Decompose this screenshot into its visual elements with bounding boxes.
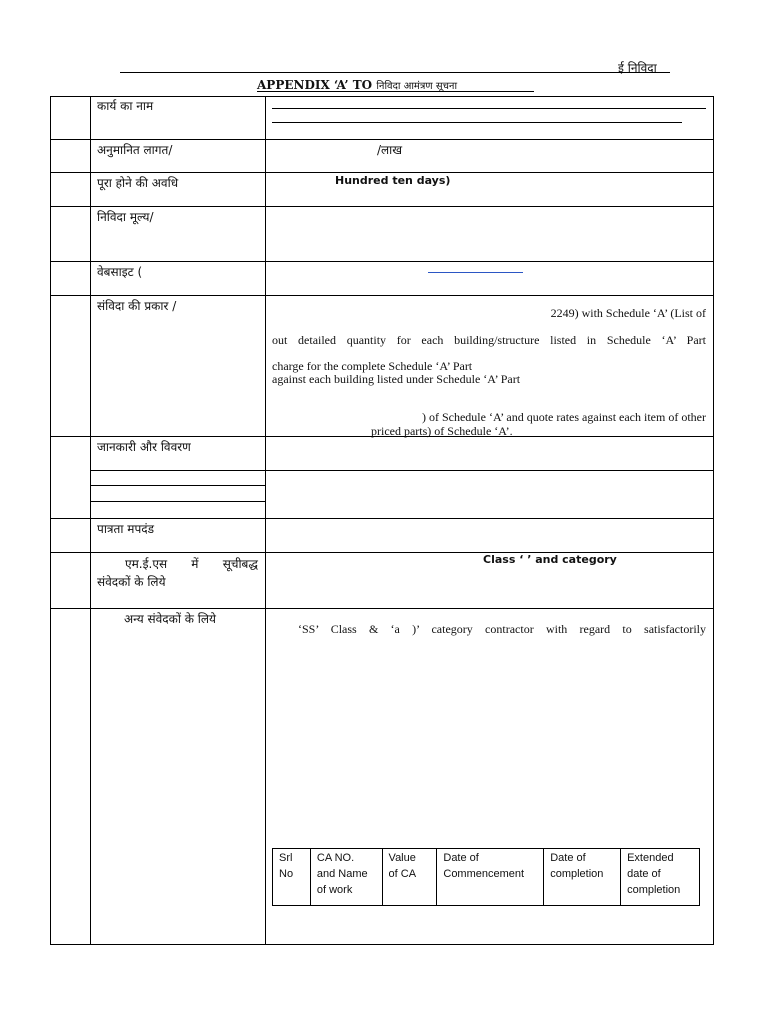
table-border-right	[713, 96, 714, 945]
header-rule	[120, 72, 670, 73]
work-name-line-2[interactable]	[272, 122, 682, 123]
mes-enlisted-value: Class ‘ ’ and category	[483, 553, 617, 566]
appendix-title	[257, 78, 457, 92]
contract-type-line-2: out detailed quantity for each building/structure listed in Schedule ‘A’ Part	[272, 333, 706, 347]
contract-type-line-1: 2249) with Schedule ‘A’ (List of	[550, 306, 706, 320]
row-divider	[50, 261, 714, 262]
completion-period-label: पूरा होने की अवधि	[97, 176, 179, 190]
works-table-header-row	[273, 849, 700, 906]
works-table-header-srl: Srl No	[273, 849, 311, 906]
estimated-cost-value: /लाख	[377, 143, 403, 157]
row-divider	[50, 206, 714, 207]
appendix-underline	[257, 91, 534, 92]
other-contractors-label: अन्य संवेदकों के लिये	[124, 612, 217, 626]
tender-type-label: ई निविदा	[618, 61, 657, 75]
row-divider	[50, 295, 714, 296]
info-details-label: जानकारी और विवरण	[97, 440, 191, 454]
table-border-left	[50, 96, 51, 945]
sub-row-divider	[265, 470, 714, 471]
mes-enlisted-label-line-2: संवेदकों के लिये	[97, 575, 166, 589]
contract-type-line-6: priced parts) of Schedule ‘A’.	[371, 424, 513, 438]
website-label: वेबसाइट (	[97, 265, 143, 279]
mes-enlisted-label-line-1: एम.ई.एस में सूचीबद्ध	[125, 557, 258, 571]
sub-row-divider	[90, 470, 266, 471]
works-table-header-ca-no: CA NO. and Name of work	[310, 849, 382, 906]
work-name-line-1[interactable]	[272, 108, 706, 109]
table-col-divider-2	[265, 96, 266, 945]
table-border-bottom	[50, 944, 714, 945]
table-col-divider-1	[90, 96, 91, 945]
row-divider	[50, 172, 714, 173]
sub-row-divider	[90, 501, 266, 502]
works-table-header-value: Value of CA	[382, 849, 437, 906]
sub-row-divider	[90, 485, 266, 486]
eligibility-label: पात्रता मपदंड	[97, 522, 155, 536]
work-name-label: कार्य का नाम	[97, 99, 154, 113]
contract-type-line-3: charge for the complete Schedule ‘A’ Part	[272, 359, 473, 373]
row-divider	[50, 608, 714, 609]
tender-value-label: निविदा मूल्य/	[97, 210, 154, 224]
contract-type-line-4: against each building listed under Schedule ‘A’ Part	[272, 372, 521, 386]
contract-type-label: संविदा की प्रकार /	[97, 299, 177, 313]
appendix-title-hindi: निविदा आमंत्रण सूचना	[376, 81, 458, 92]
works-table-header-extended: Extended date of completion	[621, 849, 700, 906]
completion-period-value: Hundred ten days)	[335, 174, 451, 187]
works-table-header-completion: Date of completion	[544, 849, 621, 906]
website-link[interactable]	[428, 272, 523, 273]
works-table-header-commencement: Date of Commencement	[437, 849, 544, 906]
works-table	[272, 848, 700, 906]
contract-type-line-5: ) of Schedule ‘A’ and quote rates against each item of other	[421, 410, 706, 424]
row-divider	[50, 139, 714, 140]
row-divider	[50, 518, 714, 519]
appendix-title-english: APPENDIX ‘A’ TO	[257, 78, 373, 92]
estimated-cost-label: अनुमानित लागत/	[97, 143, 173, 157]
other-contractors-value: ‘SS’ Class & ‘a )’ category contractor with regard to satisfactorily	[298, 622, 706, 636]
